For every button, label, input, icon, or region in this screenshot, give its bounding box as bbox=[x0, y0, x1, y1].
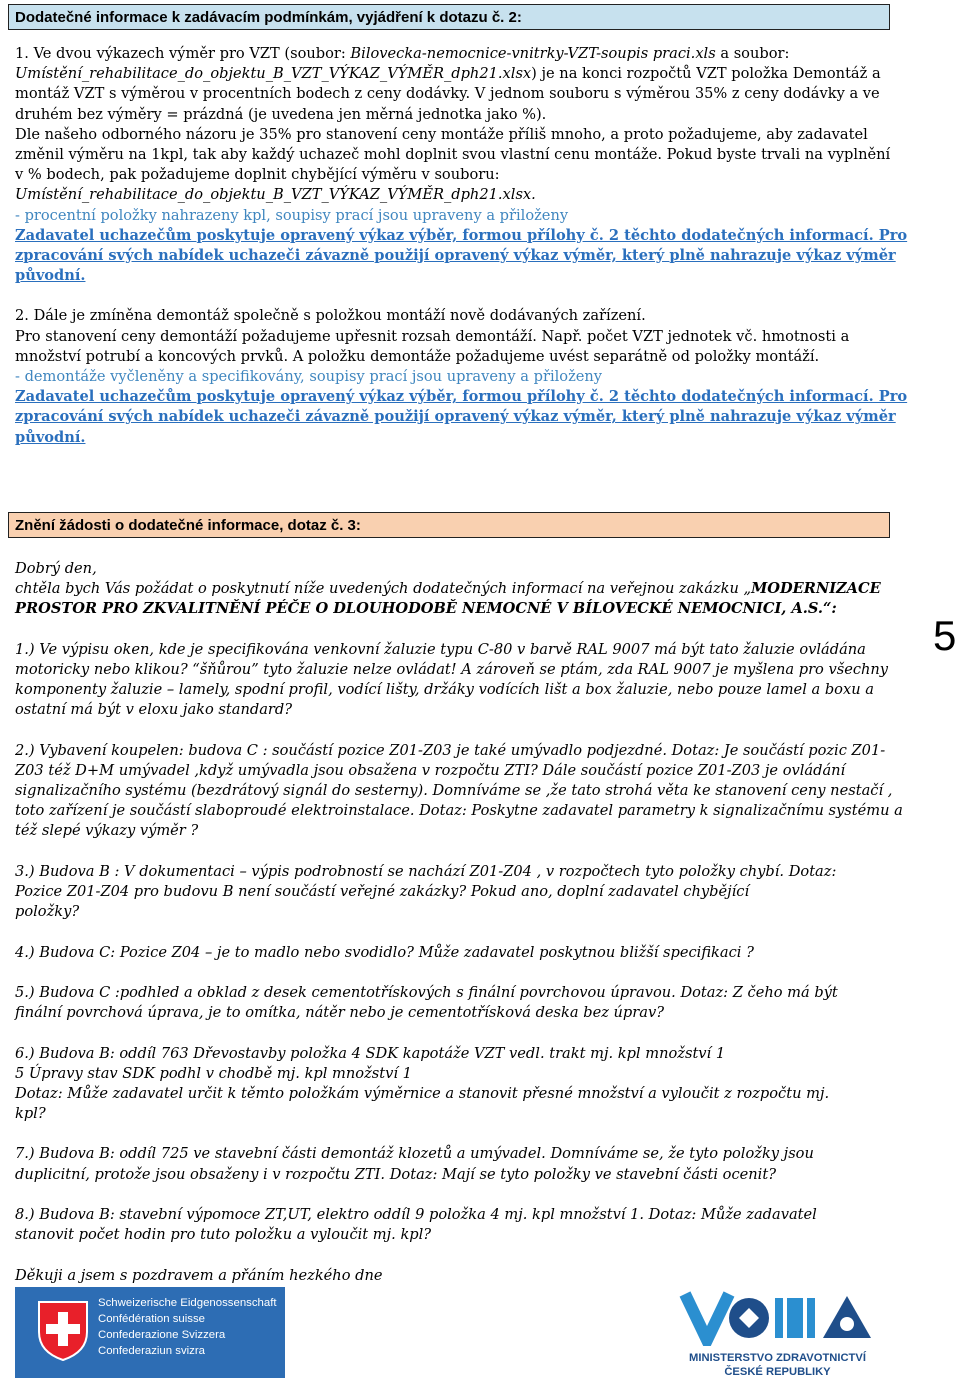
answer2-link[interactable]: původní. bbox=[15, 428, 86, 446]
swiss-confederation-logo bbox=[15, 1287, 285, 1378]
q2-line: Z03 též D+M umývadel ,když umývadla jsou obsažena v rozpočtu ZTI? Dále součástí pozice Z01-Z03 je ovládání bbox=[15, 761, 846, 779]
section2-body bbox=[15, 559, 903, 1286]
q2-line: též slepé výkazy výměr ? bbox=[15, 822, 199, 840]
q3-line: 3.) Budova B : V dokumentaci – výpis podrobností se nachází Z01-Z04 , v rozpočtech tyto položky chybí. Dotaz: bbox=[15, 862, 837, 880]
q2-line: signalizačního systému (bezdrátový signál do sesterny). Domníváme se ,že tato strohá věta ke stanovení ceny nestačí , bbox=[15, 782, 893, 800]
answer2: - demontáže vyčleněny a specifikovány, soupisy prací jsou upraveny a přiloženy bbox=[15, 368, 603, 385]
q8-line: stanovit počet hodin pro tuto položku a vyloučit mj. kpl? bbox=[15, 1226, 432, 1244]
blank-line bbox=[15, 620, 885, 640]
blank-line bbox=[15, 286, 885, 306]
ministry-logo-line: MINISTERSTVO ZDRAVOTNICTVÍ bbox=[689, 1352, 866, 1364]
ministry-emblem-icon bbox=[677, 1290, 877, 1346]
section1-heading-box bbox=[8, 4, 890, 30]
q4-line: 4.) Budova C: Pozice Z04 – je to madlo nebo svodidlo? Může zadavatel poskytnou bližší specifikaci ? bbox=[15, 943, 754, 961]
blank-line bbox=[15, 963, 885, 983]
answer1-link[interactable]: zpracování svých nabídek uchazeči závazně použijí opravený výkaz výměr, který plně nahrazuje výkaz výměr bbox=[15, 246, 896, 264]
p1-line: Dle našeho odborného názoru je 35% pro stanovení ceny montáže příliš mnoho, a proto požadujeme, aby zadavatel bbox=[15, 125, 868, 143]
answer1: - procentní položky nahrazeny kpl, soupisy prací jsou upraveny a přiloženy bbox=[15, 206, 569, 224]
q6-line: 6.) Budova B: oddíl 763 Dřevostavby položka 4 SDK kapotáže VZT vedl. trakt mj. kpl množství 1 bbox=[15, 1044, 726, 1062]
swiss-logo-line: Schweizerische Eidgenossenschaft bbox=[98, 1297, 277, 1309]
blank-line bbox=[15, 842, 885, 862]
q7-line: duplicitní, protože jsou obsaženy i v rozpočtu ZTI. Dotaz: Mají se tyto položky ve stavební části ocenit? bbox=[15, 1165, 777, 1183]
blank-line bbox=[15, 1023, 885, 1043]
q6-line: kpl? bbox=[15, 1105, 46, 1123]
q2-line: 2.) Vybavení koupelen: budova C : součástí pozice Z01-Z03 je také umývadlo podjezdné. Dotaz: Je součástí pozic Z01- bbox=[15, 741, 886, 759]
q1-line: 1.) Ve výpisu oken, kde je specifikována venkovní žaluzie typu C-80 v barvě RAL 9007 má být tato žaluzie ovládána bbox=[15, 640, 866, 658]
swiss-logo-line: Confederazione Svizzera bbox=[98, 1329, 226, 1341]
blank-line bbox=[15, 721, 885, 741]
q1-line: ostatní má být v eloxu jako standard? bbox=[15, 701, 293, 719]
section2-heading-box bbox=[8, 512, 890, 538]
p1-line: 1. Ve dvou výkazech výměr pro VZT (soubor: Bilovecka-nemocnice-vnitrky-VZT-soupis praci.xls a soubor: bbox=[15, 45, 790, 62]
q5-line: finální povrchová úprava, je to omítka, nátěr nebo je cementotřísková deska bez úprav? bbox=[15, 1004, 665, 1022]
p1-line: změnil výměru na 1kpl, tak aby každý uchazeč mohl doplnit svou vlastní cenu montáže. Pokud byste trvali na vyplnění bbox=[15, 145, 891, 163]
q5-line: 5.) Budova C :podhled a obklad z desek cementotřískových s finální povrchovou úpravou. Dotaz: Z čeho má být bbox=[15, 983, 838, 1001]
greeting-line: Dobrý den, bbox=[15, 560, 97, 577]
section1-body bbox=[15, 44, 908, 448]
blank-line bbox=[15, 1124, 885, 1144]
p1-line: v % bodech, pak požadujeme doplnit chybějící výměru v souboru: bbox=[15, 166, 500, 184]
greeting-line: PROSTOR PRO ZKVALITNĚNÍ PÉČE O DLOUHODOBĚ NEMOCNÉ V BÍLOVECKÉ NEMOCNICI, A.S.“: bbox=[15, 600, 837, 618]
section1-heading: Dodatečné informace k zadávacím podmínkám, vyjádření k dotazu č. 2: bbox=[15, 9, 522, 26]
greeting-line: chtěla bych Vás požádat o poskytnutí níže uvedených dodatečných informací na veřejnou zakázku „MODERNIZACE bbox=[15, 580, 881, 598]
p1-line: druhém bez výměry = prázdná (je uvedena jen měrná jednotka jako %). bbox=[15, 105, 547, 123]
p2-line: Pro stanovení ceny demontáží požadujeme upřesnit rozsah demontáží. Např. počet VZT jednotek vč. hmotnosti a bbox=[15, 327, 850, 345]
answer2-link[interactable]: Zadavatel uchazečům poskytuje opravený výkaz výběr, formou přílohy č. 2 těchto dodatečných informací. Pro bbox=[15, 388, 908, 406]
answer1-link[interactable]: původní. bbox=[15, 267, 86, 285]
q7-line: 7.) Budova B: oddíl 725 ve stavební části demontáž klozetů a umývadel. Domníváme se, že tyto položky jsou bbox=[15, 1145, 814, 1163]
q1-line: motoricky nebo klikou? “šňůrou” tyto žaluzie nelze ovládat! A zároveň se ptám, zda RAL 9007 je myšlena pro všechny bbox=[15, 660, 889, 678]
q1-line: komponenty žaluzie – lamely, spodní profil, vodící lišty, držáky vodících lišt a box žaluzie, nebo pouze lamel a boxu a bbox=[15, 681, 874, 699]
blank-line bbox=[15, 922, 885, 942]
q2-line: toto zařízení je součástí slaboproudé elektroinstalace. Dotaz: Poskytne zadavatel parametry k signalizačnímu systému a bbox=[15, 802, 903, 820]
p2-line: množství potrubí a koncových prvků. A položku demontáže požadujeme uvést separátně od položky montáží. bbox=[15, 347, 820, 365]
answer2-link[interactable]: zpracování svých nabídek uchazeči závazně použijí opravený výkaz výměr, který plně nahrazuje výkaz výměr bbox=[15, 408, 896, 426]
swiss-logo-line: Confederaziun svizra bbox=[98, 1345, 205, 1357]
q6-line: Dotaz: Může zadavatel určit k těmto položkám výměrnice a stanovit přesné množství a vyloučit z rozpočtu mj. bbox=[15, 1084, 830, 1102]
swiss-logo-line: Confédération suisse bbox=[98, 1313, 206, 1325]
page-number: 5 bbox=[933, 612, 957, 659]
p1-line: Umístění_rehabilitace_do_objektu_B_VZT_VÝKAZ_VÝMĚR_dph21.xlsx) je na konci rozpočtů VZT položka Demontáž a bbox=[15, 65, 881, 83]
ministry-of-health-logo bbox=[675, 1290, 880, 1380]
p1-line: montáž VZT s výměrou v procentních bodech z ceny dodávky. V jednom souboru s výměrou 35% z ceny dodávky a ve bbox=[15, 85, 880, 103]
q3-line: položky? bbox=[15, 903, 80, 921]
closing: Děkuji a jsem s pozdravem a přáním hezkého dne bbox=[15, 1266, 383, 1284]
blank-line bbox=[15, 1245, 885, 1265]
p1-line: Umístění_rehabilitace_do_objektu_B_VZT_VÝKAZ_VÝMĚR_dph21.xlsx. bbox=[15, 186, 536, 204]
q8-line: 8.) Budova B: stavební výpomoce ZT,UT, elektro oddíl 9 položka 4 mj. kpl množství 1. Dotaz: Může zadavatel bbox=[15, 1206, 817, 1223]
p2-line: 2. Dále je zmíněna demontáž společně s položkou montáží nově dodávaných zařízení. bbox=[15, 307, 646, 325]
ministry-logo-line: ČESKÉ REPUBLIKY bbox=[724, 1366, 831, 1378]
answer1-link[interactable]: Zadavatel uchazečům poskytuje opravený výkaz výběr, formou přílohy č. 2 těchto dodatečných informací. Pro bbox=[15, 226, 908, 244]
q3-line: Pozice Z01-Z04 pro budovu B není součástí veřejné zakázky? Pokud ano, doplní zadavatel chybějící bbox=[15, 883, 750, 900]
section2-heading: Znění žádosti o dodatečné informace, dotaz č. 3: bbox=[15, 517, 361, 534]
blank-line bbox=[15, 1185, 885, 1205]
q6-line: 5 Úpravy stav SDK podhl v chodbě mj. kpl množství 1 bbox=[15, 1064, 412, 1082]
swiss-shield-icon bbox=[37, 1300, 89, 1362]
